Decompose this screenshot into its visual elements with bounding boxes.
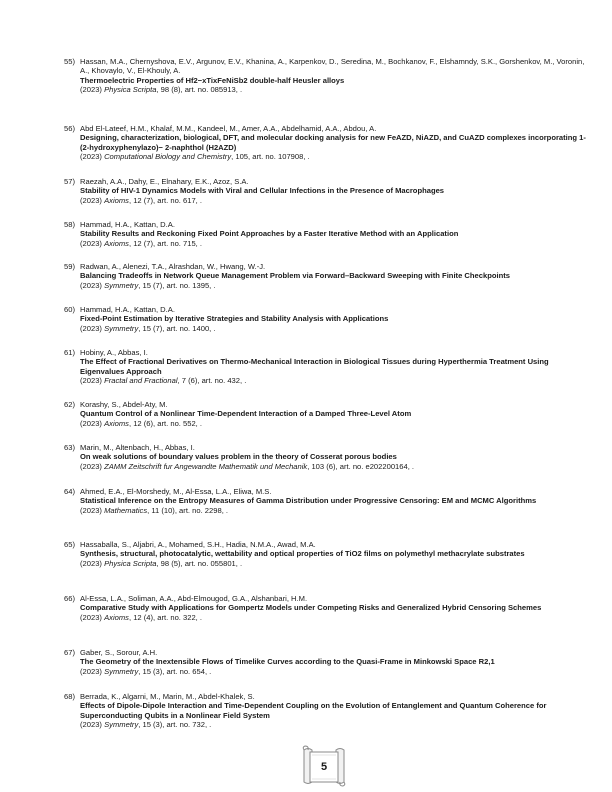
reference-number: 55) (64, 57, 75, 66)
reference-title: Stability of HIV-1 Dynamics Models with Viral and Cellular Infections in the Presence of Macrophages (80, 186, 445, 196)
reference-details: , 15 (7), art. no. 1395, . (138, 280, 216, 290)
reference-title: Designing, characterization, biological, DFT, and molecular docking analysis for new FeAZD, NiAZD, and CuAZD complexes incorporating 1-(2-hydroxyphenylazo)− 2-naphthol (H2AZD) (80, 133, 586, 152)
reference-details: , 15 (3), art. no. 654, . (138, 666, 212, 676)
reference-entry (64, 400, 594, 428)
reference-entry (64, 348, 594, 385)
reference-details: , 12 (7), art. no. 617, . (128, 195, 203, 205)
reference-authors: Marin, M., Altenbach, H., Abbas, I. (80, 443, 195, 452)
reference-authors: Ahmed, E.A., El-Morshedy, M., Al-Essa, L.A., Eliwa, M.S. (80, 487, 272, 496)
reference-number: 66) (64, 594, 75, 603)
reference-number: 63) (64, 443, 75, 452)
reference-number: 64) (64, 487, 75, 496)
reference-authors: Hassan, M.A., Chernyshova, E.V., Argunov, E.V., Khanina, A., Karpenkov, D., Seredina, M., Bochkanov, F., Elshamndy, S.K., Gorshenkov, M., Voronin, A., Khovaylo, V., El-Khouly, A. (80, 57, 585, 76)
reference-citation (80, 196, 594, 205)
reference-details: , 98 (5), art. no. 055801, . (156, 558, 243, 568)
reference-citation (80, 462, 594, 471)
reference-number: 60) (64, 305, 75, 314)
reference-citation (80, 152, 594, 161)
reference-details: , 12 (7), art. no. 715, . (128, 238, 203, 248)
reference-citation (80, 324, 594, 333)
reference-details: , 105, art. no. 107908, . (231, 151, 310, 161)
reference-year: (2023) (80, 666, 102, 676)
reference-authors: Raezah, A.A., Dahy, E., Elnahary, E.K., Azoz, S.A. (80, 177, 249, 186)
reference-number: 68) (64, 692, 75, 701)
reference-year: (2023) (80, 558, 102, 568)
reference-entry (64, 220, 594, 248)
reference-number: 59) (64, 262, 75, 271)
reference-number: 67) (64, 648, 75, 657)
reference-title: Thermoelectric Properties of Hf2−xTixFeNiSb2 double-half Heusler alloys (80, 75, 345, 85)
reference-journal: Symmetry (104, 666, 139, 676)
reference-journal: Axioms (104, 612, 129, 622)
reference-citation (80, 239, 594, 248)
reference-year: (2023) (80, 418, 102, 428)
reference-year: (2023) (80, 238, 102, 248)
reference-citation (80, 376, 594, 385)
reference-title: Fixed-Point Estimation by Iterative Strategies and Stability Analysis with Applications (80, 314, 389, 324)
reference-entry (64, 124, 594, 161)
reference-entry (64, 487, 594, 515)
reference-title: The Geometry of the Inextensible Flows of Timelike Curves according to the Quasi-Frame in Minkowski Space R2,1 (80, 657, 495, 667)
reference-details: , 15 (3), art. no. 732, . (138, 719, 212, 729)
reference-authors: Hammad, H.A., Kattan, D.A. (80, 305, 175, 314)
reference-title: Balancing Tradeoffs in Network Queue Management Problem via Forward–Backward Sweeping with Finite Checkpoints (80, 271, 510, 281)
reference-journal: Symmetry (104, 719, 139, 729)
reference-journal: Symmetry (104, 323, 139, 333)
reference-year: (2023) (80, 719, 102, 729)
reference-details: , 15 (7), art. no. 1400, . (138, 323, 216, 333)
reference-journal: Fractal and Fractional (104, 375, 178, 385)
reference-year: (2023) (80, 612, 102, 622)
reference-journal: Axioms (104, 238, 129, 248)
reference-number: 62) (64, 400, 75, 409)
reference-authors: Hobiny, A., Abbas, I. (80, 348, 148, 357)
reference-number: 58) (64, 220, 75, 229)
reference-entry (64, 648, 594, 676)
reference-details: , 12 (6), art. no. 552, . (128, 418, 203, 428)
reference-journal: Axioms (104, 418, 129, 428)
reference-citation (80, 559, 594, 568)
reference-number: 61) (64, 348, 75, 357)
reference-authors: Radwan, A., Alenezi, T.A., Alrashdan, W., Hwang, W.-J. (80, 262, 266, 271)
reference-details: , 98 (8), art. no. 085913, . (156, 84, 243, 94)
reference-details: , 103 (6), art. no. e202200164, . (307, 461, 415, 471)
reference-citation (80, 419, 594, 428)
reference-year: (2023) (80, 505, 102, 515)
reference-year: (2023) (80, 84, 102, 94)
reference-title: Statistical Inference on the Entropy Measures of Gamma Distribution under Progressive Censoring: EM and MCMC Algorithms (80, 496, 537, 506)
reference-citation (80, 281, 594, 290)
reference-citation (80, 613, 594, 622)
reference-journal: ZAMM Zeitschrift fur Angewandte Mathematik und Mechanik (104, 461, 308, 471)
reference-details: , 11 (10), art. no. 2298, . (147, 505, 229, 515)
reference-title: Stability Results and Reckoning Fixed Point Approaches by a Faster Iterative Method with an Application (80, 229, 459, 239)
reference-authors: Al-Essa, L.A., Soliman, A.A., Abd-Elmougod, G.A., Alshanbari, H.M. (80, 594, 308, 603)
reference-entry (64, 57, 594, 94)
page-number: 5 (320, 761, 328, 773)
reference-year: (2023) (80, 151, 102, 161)
reference-authors: Korashy, S., Abdel-Aty, M. (80, 400, 168, 409)
reference-year: (2023) (80, 323, 102, 333)
reference-year: (2023) (80, 280, 102, 290)
reference-year: (2023) (80, 195, 102, 205)
reference-title: Synthesis, structural, photocatalytic, wettability and optical properties of TiO2 films on polymethyl methacrylate substrates (80, 549, 525, 559)
reference-entry (64, 540, 594, 568)
reference-citation (80, 506, 594, 515)
page-footer (296, 744, 352, 788)
reference-details: , 7 (6), art. no. 432, . (177, 375, 247, 385)
reference-title: Comparative Study with Applications for Gompertz Models under Competing Risks and Generalized Hybrid Censoring Schemes (80, 603, 542, 613)
reference-title: Effects of Dipole-Dipole Interaction and Time-Dependent Coupling on the Evolution of Entanglement and Quantum Coherence for Superconducting Qubits in a Nonlinear Field System (80, 701, 547, 720)
reference-journal: Physica Scripta (104, 84, 157, 94)
reference-entry (64, 262, 594, 290)
reference-journal: Physica Scripta (104, 558, 157, 568)
reference-journal: Axioms (104, 195, 129, 205)
reference-authors: Hassaballa, S., Aljabri, A., Mohamed, S.H., Hadia, N.M.A., Awad, M.A. (80, 540, 316, 549)
reference-title: The Effect of Fractional Derivatives on Thermo-Mechanical Interaction in Biological Tissues during Hyperthermia Treatment Using Eigenvalues Approach (80, 357, 549, 376)
reference-entry (64, 443, 594, 471)
reference-year: (2023) (80, 375, 102, 385)
reference-entry (64, 305, 594, 333)
reference-journal: Mathematics (104, 505, 148, 515)
reference-citation (80, 720, 594, 729)
reference-citation (80, 667, 594, 676)
reference-title: On weak solutions of boundary values problem in the theory of Cosserat porous bodies (80, 452, 397, 462)
reference-authors: Hammad, H.A., Kattan, D.A. (80, 220, 175, 229)
reference-number: 56) (64, 124, 75, 133)
reference-title: Quantum Control of a Nonlinear Time-Dependent Interaction of a Damped Three-Level Atom (80, 409, 412, 419)
reference-year: (2023) (80, 461, 102, 471)
reference-entry (64, 594, 594, 622)
reference-number: 57) (64, 177, 75, 186)
reference-authors: Gaber, S., Sorour, A.H. (80, 648, 158, 657)
reference-details: , 12 (4), art. no. 322, . (128, 612, 203, 622)
reference-journal: Computational Biology and Chemistry (104, 151, 232, 161)
reference-journal: Symmetry (104, 280, 139, 290)
reference-entry (64, 177, 594, 205)
reference-number: 65) (64, 540, 75, 549)
reference-entry (64, 692, 594, 729)
reference-citation (80, 85, 594, 94)
reference-authors: Berrada, K., Algarni, M., Marin, M., Abdel-Khalek, S. (80, 692, 255, 701)
reference-authors: Abd El-Lateef, H.M., Khalaf, M.M., Kandeel, M., Amer, A.A., Abdelhamid, A.A., Abdou, A. (80, 124, 377, 133)
